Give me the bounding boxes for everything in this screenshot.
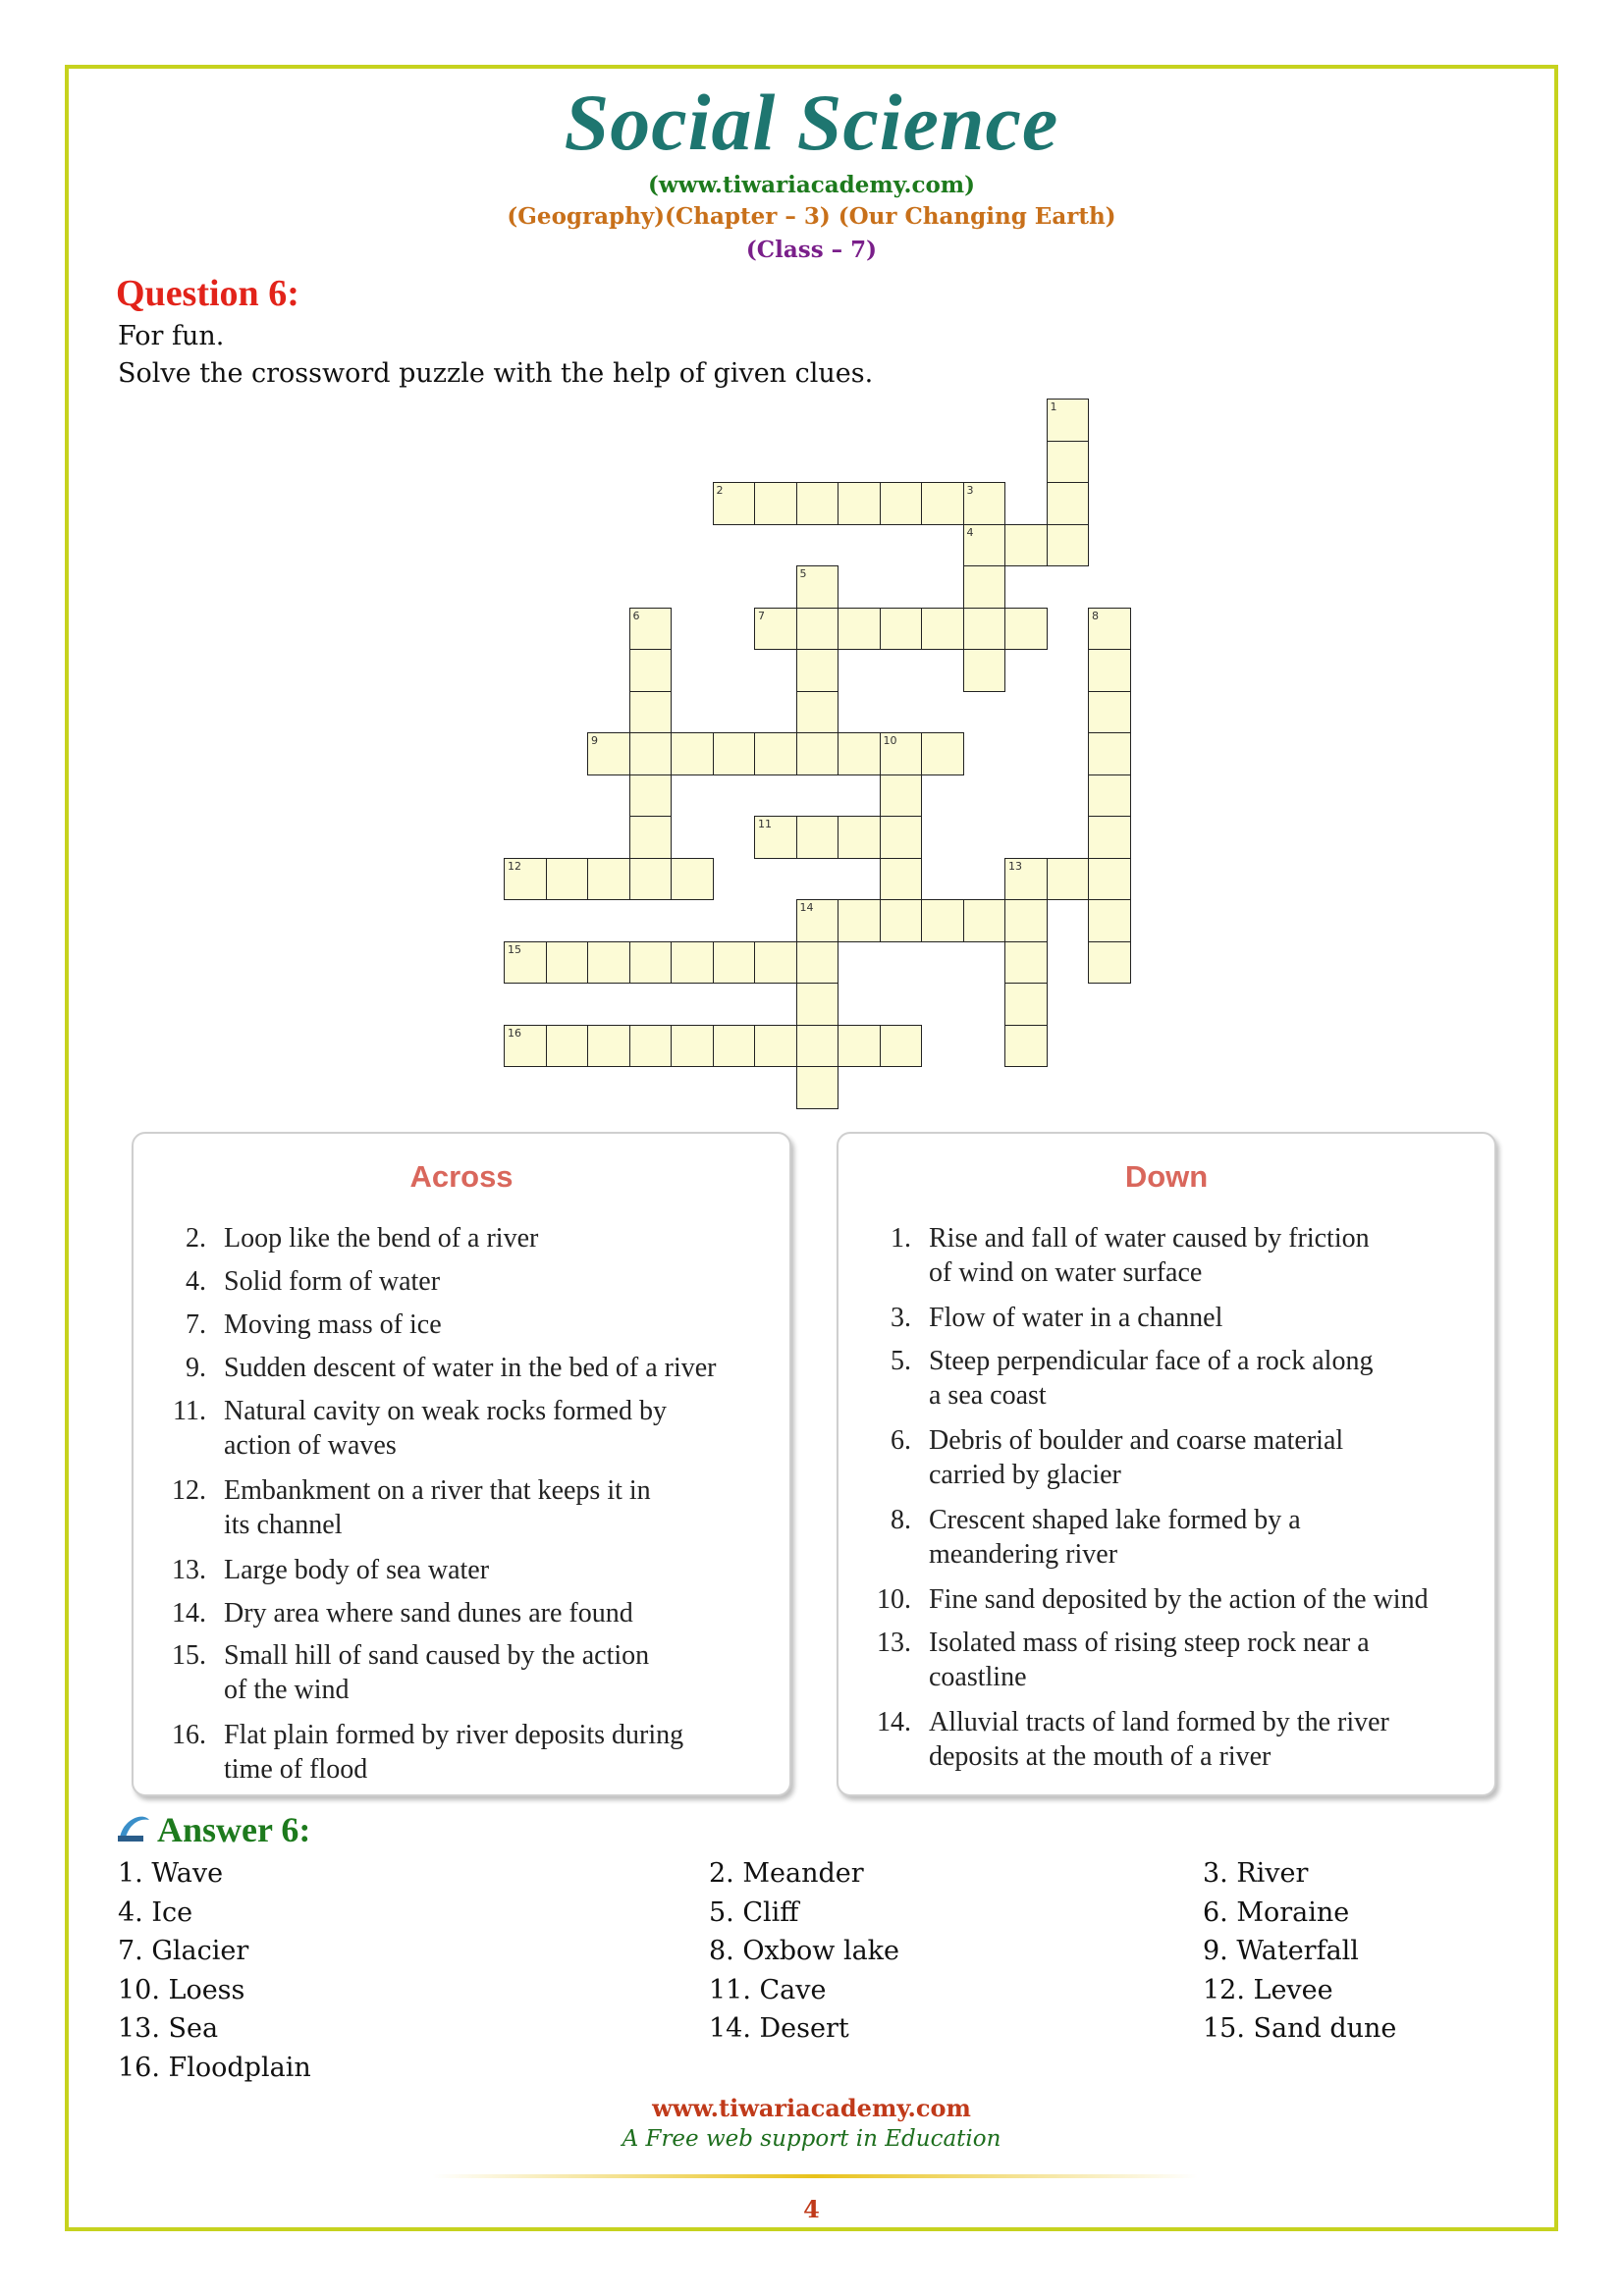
across-clue-number: 9. <box>186 1353 206 1383</box>
down-clue-text: Steep perpendicular face of a rock along <box>929 1346 1374 1376</box>
across-clue-text: Loop like the bend of a river <box>224 1223 539 1254</box>
crossword-cell[interactable] <box>629 691 673 734</box>
down-clue-number: 6. <box>891 1425 911 1456</box>
across-clue-number: 14. <box>172 1598 206 1629</box>
crossword-cell[interactable] <box>587 941 630 985</box>
crossword-cell[interactable] <box>838 608 881 651</box>
header-chapter: (Geography)(Chapter – 3) (Our Changing Earth) <box>507 203 1116 230</box>
crossword-clue-number: 4 <box>966 525 974 539</box>
answer-item: 3. River <box>1203 1858 1309 1889</box>
crossword-cell[interactable] <box>963 565 1006 609</box>
across-title: Across <box>409 1159 514 1194</box>
down-clue-number: 1. <box>891 1223 911 1254</box>
crossword-cell[interactable] <box>880 774 923 818</box>
crossword-clue-number: 6 <box>632 609 640 622</box>
crossword-cell[interactable] <box>880 816 923 859</box>
crossword-cell[interactable] <box>1004 941 1048 985</box>
down-clue-text: a sea coast <box>929 1380 1047 1411</box>
crossword-cell[interactable] <box>1047 441 1090 484</box>
crossword-clue-number: 9 <box>591 734 598 747</box>
crossword-clue-number: 7 <box>758 609 765 622</box>
down-title: Down <box>1124 1159 1209 1194</box>
crossword-cell[interactable] <box>1004 899 1048 942</box>
across-clue-text: of the wind <box>224 1675 350 1705</box>
answer-item: 10. Loess <box>118 1974 245 2005</box>
down-clue <box>854 1626 1463 1694</box>
crossword-cell[interactable] <box>796 941 839 985</box>
crossword-cell[interactable] <box>880 858 923 901</box>
down-clues-panel <box>837 1132 1496 1796</box>
down-clue-text: carried by glacier <box>929 1460 1121 1490</box>
across-clue-text: its channel <box>224 1510 343 1540</box>
across-clue <box>149 1553 758 1587</box>
crossword-cell[interactable] <box>754 941 797 985</box>
across-clue-number: 15. <box>172 1640 206 1671</box>
crossword-cell[interactable] <box>671 1025 714 1068</box>
crossword-cell[interactable] <box>671 858 714 901</box>
crossword-cell[interactable] <box>629 816 673 859</box>
header-website: (www.tiwariacademy.com) <box>647 172 976 198</box>
across-clue <box>149 1473 758 1542</box>
crossword-cell[interactable] <box>629 858 673 901</box>
crossword-cell[interactable] <box>629 941 673 985</box>
across-clue-number: 4. <box>186 1266 206 1297</box>
crossword-cell[interactable] <box>1088 941 1131 985</box>
down-clue-text: Fine sand deposited by the action of the wind <box>929 1584 1429 1615</box>
crossword-cell[interactable] <box>629 1025 673 1068</box>
crossword-cell[interactable] <box>713 1025 756 1068</box>
crossword-clue-number: 12 <box>508 859 521 873</box>
crossword-cell[interactable] <box>671 941 714 985</box>
down-clue-number: 10. <box>877 1584 911 1615</box>
down-clue-text: Debris of boulder and coarse material <box>929 1425 1344 1456</box>
across-clue-number: 13. <box>172 1555 206 1585</box>
across-clue-text: action of waves <box>224 1430 397 1461</box>
answer-item: 14. Desert <box>709 2013 849 2044</box>
crossword-cell[interactable] <box>546 941 589 985</box>
crossword-cell[interactable] <box>880 899 923 942</box>
crossword-cell[interactable] <box>963 608 1006 651</box>
across-clue <box>149 1351 758 1385</box>
crossword-cell[interactable] <box>629 774 673 818</box>
across-clue-text: Moving mass of ice <box>224 1309 442 1340</box>
footer-website[interactable]: www.tiwariacademy.com <box>652 2094 971 2122</box>
down-clue-text: deposits at the mouth of a river <box>929 1741 1271 1772</box>
down-clue-text: coastline <box>929 1662 1027 1692</box>
crossword-cell[interactable] <box>587 858 630 901</box>
across-clue-text: Dry area where sand dunes are found <box>224 1598 633 1629</box>
footer-tagline: A Free web support in Education <box>622 2126 1001 2152</box>
across-clue <box>149 1221 758 1255</box>
crossword-cell[interactable] <box>713 941 756 985</box>
down-clue-text: Flow of water in a channel <box>929 1303 1223 1333</box>
crossword-cell[interactable] <box>796 1066 839 1109</box>
crossword-cell[interactable] <box>880 608 923 651</box>
crossword-cell[interactable] <box>1047 482 1090 525</box>
down-clue-number: 8. <box>891 1505 911 1535</box>
crossword-cell[interactable] <box>1088 858 1131 901</box>
page-number: 4 <box>803 2195 820 2223</box>
crossword-cell[interactable] <box>754 482 797 525</box>
crossword-cell[interactable] <box>754 732 797 775</box>
across-clue-text: time of flood <box>224 1754 368 1785</box>
question-text-2: Solve the crossword puzzle with the help of given clues. <box>118 358 874 389</box>
page-title: Social Science <box>564 78 1059 167</box>
across-clue <box>149 1264 758 1299</box>
crossword-cell[interactable] <box>754 1025 797 1068</box>
crossword-cell[interactable] <box>1004 524 1048 567</box>
answer-item: 13. Sea <box>118 2013 219 2044</box>
down-clue-number: 3. <box>891 1303 911 1333</box>
crossword-clue-number: 8 <box>1092 609 1099 622</box>
across-clue-number: 12. <box>172 1475 206 1506</box>
crossword-cell[interactable] <box>713 732 756 775</box>
across-clue-text: Sudden descent of water in the bed of a river <box>224 1353 717 1383</box>
down-clue <box>854 1344 1463 1413</box>
down-clue-number: 5. <box>891 1346 911 1376</box>
crossword-clue-number: 13 <box>1008 859 1022 873</box>
crossword-cell[interactable] <box>1088 899 1131 942</box>
crossword-clue-number: 2 <box>716 484 724 497</box>
crossword-cell[interactable] <box>921 482 964 525</box>
crossword-cell[interactable] <box>838 482 881 525</box>
crossword-cell[interactable] <box>796 816 839 859</box>
answer-heading: Answer 6: <box>157 1810 311 1849</box>
crossword-clue-number: 10 <box>883 734 897 747</box>
crossword-cell[interactable] <box>880 1025 923 1068</box>
answer-item: 1. Wave <box>118 1858 224 1889</box>
question-text-1: For fun. <box>118 321 225 351</box>
down-clue <box>854 1503 1463 1572</box>
down-clue <box>854 1221 1463 1290</box>
across-clue-number: 16. <box>172 1720 206 1750</box>
answer-item: 6. Moraine <box>1203 1896 1350 1928</box>
answer-item: 16. Floodplain <box>118 2052 311 2083</box>
across-clue-number: 11. <box>173 1396 206 1426</box>
down-clue-text: Alluvial tracts of land formed by the river <box>929 1707 1389 1737</box>
down-clue-number: 14. <box>877 1707 911 1737</box>
answer-item: 11. Cave <box>709 1974 827 2005</box>
answer-item: 9. Waterfall <box>1203 1936 1359 1966</box>
across-clue-text: Solid form of water <box>224 1266 441 1297</box>
across-clue-number: 2. <box>186 1223 206 1254</box>
crossword-cell[interactable] <box>796 482 839 525</box>
across-clue-text: Flat plain formed by river deposits during <box>224 1720 684 1750</box>
crossword-clue-number: 16 <box>508 1026 521 1040</box>
across-clue-text: Small hill of sand caused by the action <box>224 1640 650 1671</box>
crossword-cell[interactable] <box>1004 1025 1048 1068</box>
crossword-cell[interactable] <box>587 1025 630 1068</box>
crossword-cell[interactable] <box>1088 774 1131 818</box>
crossword-clue-number: 5 <box>799 567 807 580</box>
answer-item: 5. Cliff <box>709 1896 799 1928</box>
crossword-clue-number: 15 <box>508 942 521 956</box>
answer-item: 7. Glacier <box>118 1936 249 1966</box>
crossword-cell[interactable] <box>921 608 964 651</box>
crossword-clue-number: 3 <box>966 484 974 497</box>
across-clue <box>149 1308 758 1342</box>
crossword-cell[interactable] <box>796 691 839 734</box>
crossword-cell[interactable] <box>1088 649 1131 692</box>
crossword-cell[interactable] <box>838 1025 881 1068</box>
crossword-cell[interactable] <box>1047 858 1090 901</box>
crossword-cell[interactable] <box>796 732 839 775</box>
crossword-clue-number: 14 <box>799 901 814 914</box>
crossword-cell[interactable] <box>796 649 839 692</box>
crossword-cell[interactable] <box>838 899 881 942</box>
answer-logo-icon <box>116 1812 153 1843</box>
crossword-cell[interactable] <box>796 1025 839 1068</box>
crossword-cell[interactable] <box>963 649 1006 692</box>
crossword-cell[interactable] <box>546 858 589 901</box>
answer-item: 15. Sand dune <box>1203 2013 1397 2044</box>
crossword-cell[interactable] <box>1088 816 1131 859</box>
footer-divider <box>432 2174 1198 2178</box>
question-heading: Question 6: <box>116 273 299 314</box>
down-clue <box>854 1423 1463 1492</box>
across-clue <box>149 1394 758 1463</box>
across-clue <box>149 1638 758 1707</box>
crossword-cell[interactable] <box>629 649 673 692</box>
crossword-cell[interactable] <box>546 1025 589 1068</box>
crossword-cell[interactable] <box>921 732 964 775</box>
across-clue-text: Embankment on a river that keeps it in <box>224 1475 651 1506</box>
answer-item: 4. Ice <box>118 1896 193 1928</box>
down-clue-text: Crescent shaped lake formed by a <box>929 1505 1301 1535</box>
crossword-cell[interactable] <box>1004 983 1048 1026</box>
down-clue-text: of wind on water surface <box>929 1257 1203 1288</box>
down-clue-text: Rise and fall of water caused by friction <box>929 1223 1370 1254</box>
crossword-clue-number: 11 <box>758 818 772 830</box>
answer-item: 8. Oxbow lake <box>709 1936 900 1966</box>
crossword-cell[interactable] <box>921 899 964 942</box>
crossword-cell[interactable] <box>1047 524 1090 567</box>
header-class: (Class – 7) <box>745 237 878 263</box>
down-clue <box>854 1705 1463 1774</box>
across-clue <box>149 1718 758 1787</box>
answer-item: 2. Meander <box>709 1858 864 1889</box>
across-clues-panel <box>132 1132 791 1796</box>
crossword-cell[interactable] <box>838 732 881 775</box>
crossword-cell[interactable] <box>1004 608 1048 651</box>
down-clue-number: 13. <box>877 1628 911 1658</box>
across-clue-text: Large body of sea water <box>224 1555 490 1585</box>
down-clue <box>854 1582 1463 1617</box>
crossword-cell[interactable] <box>671 732 714 775</box>
across-clue-text: Natural cavity on weak rocks formed by <box>224 1396 667 1426</box>
crossword-grid <box>0 0 1623 1119</box>
down-clue-text: Isolated mass of rising steep rock near a <box>929 1628 1370 1658</box>
crossword-clue-number: 1 <box>1050 400 1057 413</box>
crossword-cell[interactable] <box>796 983 839 1026</box>
crossword-cell[interactable] <box>1088 732 1131 775</box>
crossword-cell[interactable] <box>880 482 923 525</box>
crossword-cell[interactable] <box>838 816 881 859</box>
crossword-cell[interactable] <box>796 608 839 651</box>
down-clue-text: meandering river <box>929 1539 1118 1570</box>
across-clue-number: 7. <box>186 1309 206 1340</box>
answer-item: 12. Levee <box>1203 1974 1333 2005</box>
crossword-cell[interactable] <box>1088 691 1131 734</box>
crossword-cell[interactable] <box>963 899 1006 942</box>
crossword-cell[interactable] <box>629 732 673 775</box>
down-clue <box>854 1301 1463 1335</box>
across-clue <box>149 1596 758 1630</box>
